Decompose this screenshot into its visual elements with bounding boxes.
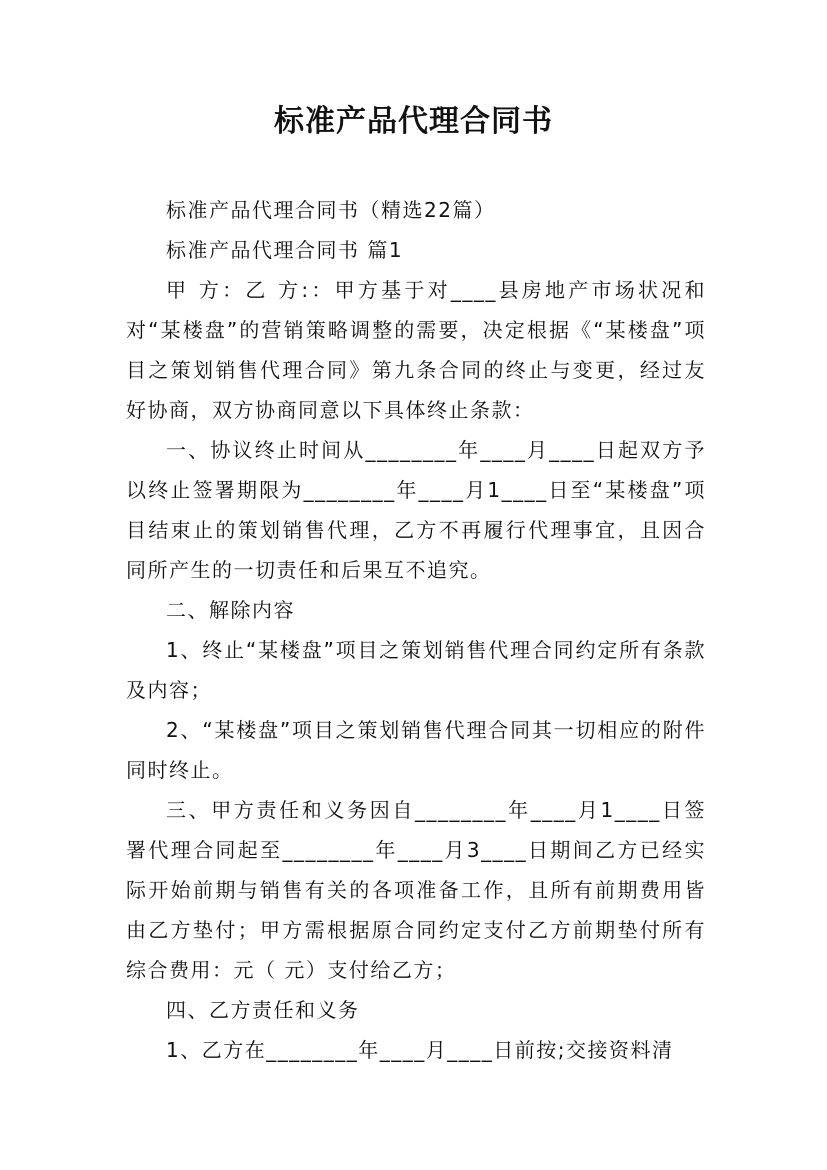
paragraph: 2、“某楼盘”项目之策划销售代理合同其一切相应的附件同时终止。 <box>126 718 706 782</box>
document-title: 标准产品代理合同书 <box>274 104 553 139</box>
paragraph: 1、乙方在________年____月____日前按;交接资料清 <box>166 1038 674 1062</box>
paragraph: 一、协议终止时间从________年____月____日起双方予以终止签署期限为________年____月1____日至“某楼盘”项目结束止的策划销售代理，乙方不再履行代理事宜，且因合同所产生的一切责任和后果互不追究。 <box>126 438 706 582</box>
document-body <box>126 190 706 1070</box>
paragraph: 标准产品代理合同书 篇1 <box>166 238 404 262</box>
paragraph: 甲 方：乙 方:：甲方基于对____县房地产市场状况和对“某楼盘”的营销策略调整的需要，决定根据《“某楼盘”项目之策划销售代理合同》第九条合同的终止与变更，经过友好协商，双方协商同意以下具体终止条款： <box>126 278 706 422</box>
paragraph: 三、甲方责任和义务因自________年____月1____日签署代理合同起至________年____月3____日期间乙方已经实际开始前期与销售有关的各项准备工作，且所有前期费用皆由乙方垫付；甲方需根据原合同约定支付乙方前期垫付所有综合费用：元（ 元）支付给乙方； <box>126 798 706 982</box>
paragraph: 四、乙方责任和义务 <box>166 998 360 1022</box>
paragraph: 二、解除内容 <box>166 598 295 622</box>
paragraph: 标准产品代理合同书（精选22篇） <box>166 198 496 222</box>
paragraph: 1、终止“某楼盘”项目之策划销售代理合同约定所有条款及内容； <box>126 638 706 702</box>
